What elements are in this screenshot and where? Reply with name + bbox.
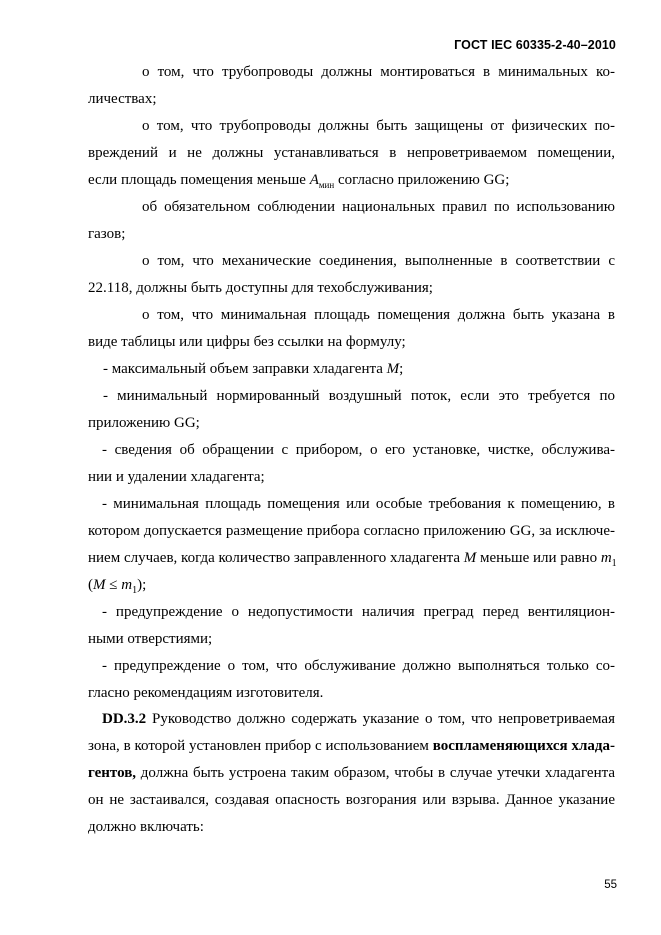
text-line: ными отверстиями; bbox=[88, 631, 213, 647]
text-span: Руководство должно содержать указание о том, что непроветриваемая bbox=[146, 711, 615, 727]
text-line: виде таблицы или цифры без ссылки на формулу; bbox=[88, 334, 406, 350]
text-line: газов; bbox=[88, 226, 126, 242]
m1-subscript: 1 bbox=[132, 585, 138, 596]
text-line bbox=[88, 575, 615, 595]
text-line: - сведения об обращении с прибором, о его установке, чистке, обслужива- bbox=[102, 442, 615, 458]
text-line: 22.118, должны быть доступны для техобслуживания; bbox=[88, 280, 433, 296]
page-number: 55 bbox=[604, 879, 617, 891]
mass-symbol: M bbox=[93, 577, 106, 593]
text-span: ( bbox=[88, 577, 93, 593]
text-line: о том, что минимальная площадь помещения должна быть указана в bbox=[142, 307, 615, 323]
text-line: гласно рекомендациям изготовителя. bbox=[88, 685, 324, 701]
text-line: нии и удалении хладагента; bbox=[88, 469, 265, 485]
bold-term: воспламеняющихся хлада- bbox=[432, 738, 615, 754]
area-subscript: мин bbox=[318, 180, 335, 190]
text-line: о том, что трубопроводы должны монтироваться в минимальных ко- bbox=[142, 64, 615, 80]
text-line: - минимальная площадь помещения или особые требования к помещению, в bbox=[102, 496, 615, 512]
text-span: если площадь помещения меньше bbox=[88, 172, 310, 188]
text-span: - максимальный объем заправки хладагента bbox=[103, 361, 387, 377]
text-span: ≤ bbox=[105, 577, 122, 593]
m1-symbol: m bbox=[121, 577, 133, 593]
text-span: нием случаев, когда количество заправленного хладагента bbox=[88, 550, 464, 566]
text-line: - предупреждение о недопустимости наличия преград перед вентиляцион- bbox=[102, 604, 615, 620]
text-line bbox=[88, 548, 615, 568]
bold-term: гентов, bbox=[88, 765, 137, 781]
text-line: об обязательном соблюдении национальных правил по использованию bbox=[142, 199, 615, 215]
text-line: он не застаивался, создавая опасность возгорания или взрыва. Данное указание bbox=[88, 792, 615, 808]
text-span: ; bbox=[399, 361, 404, 377]
text-line bbox=[102, 709, 615, 729]
text-line: - предупреждение о том, что обслуживание должно выполняться только со- bbox=[102, 658, 615, 674]
text-line bbox=[103, 359, 615, 379]
area-symbol: A bbox=[309, 172, 319, 188]
clause-number: DD.3.2 bbox=[102, 711, 147, 727]
document-code-header: ГОСТ IEC 60335-2-40–2010 bbox=[454, 38, 616, 52]
text-line: приложению GG; bbox=[88, 415, 200, 431]
text-line: о том, что механические соединения, выполненные в соответствии с bbox=[142, 253, 615, 269]
text-line: котором допускается размещение прибора согласно приложению GG, за исключе- bbox=[88, 523, 615, 539]
mass-symbol: M bbox=[386, 361, 400, 377]
text-line: личествах; bbox=[88, 91, 157, 107]
text-line: - минимальный нормированный воздушный поток, если это требуется по bbox=[103, 388, 615, 404]
text-line bbox=[88, 736, 615, 756]
text-span: меньше или равно bbox=[476, 550, 601, 566]
text-span: согласно приложению GG; bbox=[334, 172, 510, 188]
text-span: ); bbox=[137, 577, 147, 593]
m1-symbol: m bbox=[600, 550, 612, 566]
text-line: должно включать: bbox=[88, 819, 204, 835]
mass-symbol: M bbox=[463, 550, 477, 566]
m1-subscript: 1 bbox=[611, 558, 617, 569]
text-span: зона, в которой установлен прибор с использованием bbox=[88, 738, 433, 754]
text-line bbox=[88, 763, 615, 783]
text-line: вреждений и не должны устанавливаться в непроветриваемом помещении, bbox=[88, 145, 615, 161]
text-line: о том, что трубопроводы должны быть защищены от физических по- bbox=[142, 118, 615, 134]
text-span: должна быть устроена таким образом, чтобы в случае утечки хладагента bbox=[136, 765, 615, 781]
text-line bbox=[88, 170, 615, 190]
